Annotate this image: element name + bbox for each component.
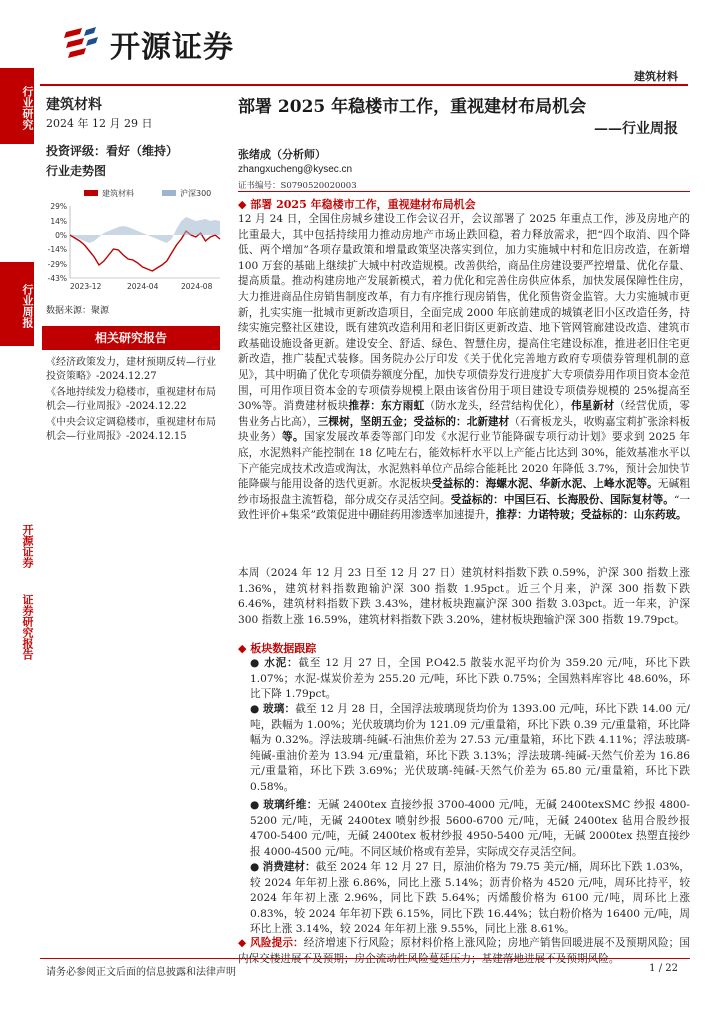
footer-disclaimer: 请务必参阅正文后面的信息披露和法律声明 [46, 967, 236, 978]
investment-rating: 投资评级：看好（维持） [46, 144, 179, 158]
analyst-cert: 证书编号：S0790520020003 [238, 181, 357, 191]
side-tab-report: 证券研究报告 [21, 594, 34, 660]
series-area-hs300 [70, 217, 220, 243]
trend-chart [40, 186, 226, 300]
related-report[interactable]: 《各地持续发力稳楼市，重视建材布局机会—行业周报》-2024.12.22 [46, 387, 216, 412]
legend-swatch [84, 190, 98, 196]
analyst-divider [238, 191, 690, 192]
main-paragraph-1: 12 月 24 日，全国住房城乡建设工作会议召开，会议部署了 2025 年重点工作，涉及房地产的比重最大，其中包括持续用力推动房地产市场止跌回稳，着力释放需求，把“四个取消、四个降低、两个增加”各项存量政策和增量政策坚决落实到位，加力实施城中村和危旧房改造，在新增 100 万套的基础上继续扩大城中村改造规模。改善供给，商品住房建设要严控增量、优化存量、提高质量。推动构建房地产发展新模式，着力优化和完善住房供应体系，加快发展保障性住房，大力推进商品住房销售制度改革，有力有序推行现房销售，优化预售资金监管。大力实施城市更新，扎实实施一批城市更新改造项目，全面完成 2000 年底前建成的城镇老旧小区改造任务，持续实施完整社区建设，既有建筑改造利用和老旧街区更新改造、地下管网管廊建设改造、建筑市政基础设施设备更新。建设安全、舒适、绿色、智慧住房，提高住宅建设标准，推进老旧住宅更新改造，推广装配式装修。国务院办公厅印发《关于优化完善地方政府专项债券管理机制的意见》，其中明确了优化专项债券额度分配，加快专项债券发行进度扩大专项债券用作项目资本金范围，可用作项目资本金的专项债券规模上限由该省份用于项目建设专项债券规模的 25%提高至 30%等。消费建材板块推荐：东方雨虹（防水龙头，经营结构优化），伟星新材（经营优质，零售业务占比高），三棵树，坚朗五金；受益标的：北新建材（石膏板龙头，收购嘉宝莉扩张涂料板块业务）等。国家发展改革委等部门印发《水泥行业节能降碳专项行动计划》要求到 2025 年底，水泥熟料产能控制在 18 亿吨左右，能效标杆水平以上产能占比达到 30%，能效基准水平以下产能完成技术改造或淘汰，水泥熟料单位产品综合能耗比 2020 年降低 3.7%，预计会加快节能降碳与能用设备的迭代更新。水泥板块受益标的：海螺水泥、华新水泥、上峰水泥等。无碱粗纱市场报盘主流暂稳，部分成交存灵活空间。受益标的：中国巨石、长海股份、国际复材等。“一致性评价+集采”政策促进中硼硅药用渗透率加速提升，推荐：力诺特玻；受益标的：山东药玻。 [238, 213, 691, 522]
y-tick-label: -43% [47, 274, 67, 283]
y-tick-label: -29% [47, 260, 67, 269]
bullet-cement: ● 水泥：截至 12 月 27 日，全国 P.O42.5 散装水泥平均价为 359.20 元/吨，环比下跌 1.07%；水泥-煤炭价差为 255.20 元/吨，环比下跌 0.75%；全国熟料库容比 48.60%，环比下降 1.79pct。 [250, 657, 691, 701]
side-tab-weekly: 行业周报 [0, 262, 34, 346]
diamond-icon: ◆ [238, 198, 251, 211]
analyst-name: 张绪成（分析师） [238, 148, 326, 161]
diamond-icon: ◆ [238, 642, 251, 655]
page-subtitle: ——行业周报 [594, 121, 678, 137]
header-divider [40, 84, 688, 86]
footer-divider [40, 958, 690, 959]
page-title: 部署 2025 年稳楼市工作，重视建材布局机会 [238, 97, 587, 117]
risk-warning: ◆ 风险提示：经济增速下行风险；原材料价格上涨风险；房地产销售回暖进展不及预期风险；国 [238, 937, 691, 949]
legend-label: 建筑材料 [102, 189, 134, 198]
bullet-icon: ● [250, 799, 264, 811]
x-tick-label: 2023-12 [70, 282, 102, 291]
bullet-icon: ● [250, 657, 265, 669]
section-2-title: 板块数据跟踪 [250, 642, 317, 655]
related-report[interactable]: 《中央会议定调稳楼市，重视建材布局机会—行业周报》-2024.12.15 [46, 417, 216, 442]
logo-mark-icon [62, 24, 106, 60]
side-tab-kysec: 开源证券 [21, 524, 34, 568]
section-2-heading [238, 640, 316, 656]
trend-chart-svg [40, 186, 226, 300]
header-category: 建筑材料 [634, 70, 678, 83]
bullet-consumer: ● 消费建材：截至 2024 年 12 月 27 日，原油价格为 79.75 美元/桶，周环比下跌 1.03%，较 2024 年年初上涨 6.86%，同比上涨 5.14%；沥青价格为 4520 元/吨，周环比持平，较 2024 年年初上涨 2.96%，同比下跌 5.64%；丙烯酸价格为 6100 元/吨，周环比上涨 0.83%，较 2024 年年初下跌 6.15%，同比下跌 16.44%；钛白粉价格为 16400 元/吨，周环比上涨 3.14%，较 2024 年年初上涨 9.55%，同比上涨 8.61%。 [250, 861, 690, 936]
related-reports-title: 相关研究报告 [42, 326, 220, 350]
y-tick-label: 29% [50, 202, 67, 211]
industry-name: 建筑材料 [46, 97, 102, 113]
x-tick-label: 2024-04 [127, 282, 159, 291]
related-report[interactable]: 《经济政策发力，建材预期反转—行业投资策略》-2024.12.27 [46, 357, 216, 382]
y-tick-label: -14% [47, 245, 67, 254]
y-tick-label: 0% [55, 231, 67, 240]
main-paragraph-2: 本周（2024 年 12 月 23 日至 12 月 27 日）建筑材料指数下跌 0.59%，沪深 300 指数上涨 1.36%，建筑材料指数跑输沪深 300 指数 1.95pct。近三个月来，沪深 300 指数下跌 6.46%，建筑材料指数下跌 3.43%，建材板块跑赢沪深 300 指数 3.03pct。近一年来，沪深 300 指数上涨 16.59%，建筑材料指数下跌 3.20%，建材板块跑输沪深 300 指数 19.79pct。 [238, 567, 690, 626]
report-date: 2024 年 12 月 29 日 [46, 117, 153, 130]
logo [62, 24, 106, 60]
bullet-icon: ● [250, 861, 263, 873]
side-tab-industry-research: 行业研究 [0, 68, 34, 144]
legend-label: 沪深300 [180, 189, 212, 198]
data-source: 数据来源：聚源 [46, 306, 110, 316]
bullet-icon: ● [250, 703, 263, 715]
y-tick-label: 14% [50, 217, 67, 226]
analyst-email[interactable]: zhangxucheng@kysec.cn [238, 164, 353, 175]
bullet-fiberglass: ● 玻璃纤维：无碱 2400tex 直接纱报 3700-4000 元/吨，无碱 2400texSMC 纱报 4800-5200 元/吨，无碱 2400tex 喷射纱报 5600-6700 元/吨，无碱 2400tex 毡用合股纱报 4700-5400 元/吨，无碱 2400tex 板材纱报 4950-5400 元/吨，无碱 2000tex 热塑直接纱报 4000-4500 元/吨。不同区域价格或有差异，实际成交存灵活空间。 [250, 799, 690, 858]
section-1-heading [238, 196, 476, 212]
bullet-glass: ● 玻璃：截至 12 月 28 日，全国浮法玻璃现货均价为 1393.00 元/吨，环比下跌 14.00 元/吨，跌幅为 1.00%；光伏玻璃均价为 121.09 元/重量箱，环比下跌 0.39 元/重量箱，环比降幅为 0.32%。浮法玻璃-纯碱-石油焦价差为 27.53 元/重量箱，环比下跌 4.11%；浮法玻璃-纯碱-重油价差为 13.94 元/重量箱，环比下跌 3.13%；浮法玻璃-纯碱-天然气价差为 16.86 元/重量箱，环比下跌 3.69%；光伏玻璃-纯碱-天然气价差为 65.80 元/重量箱，环比下跌 0.58%。 [250, 703, 691, 793]
legend-swatch [162, 190, 176, 196]
section-1-title: 部署 2025 年稳楼市工作，重视建材布局机会 [250, 198, 476, 211]
trend-title: 行业走势图 [46, 164, 107, 178]
page-number: 1 / 22 [649, 963, 678, 974]
logo-text: 开源证券 [110, 30, 234, 65]
x-tick-label: 2024-08 [181, 282, 213, 291]
diamond-icon: ◆ [238, 937, 251, 949]
